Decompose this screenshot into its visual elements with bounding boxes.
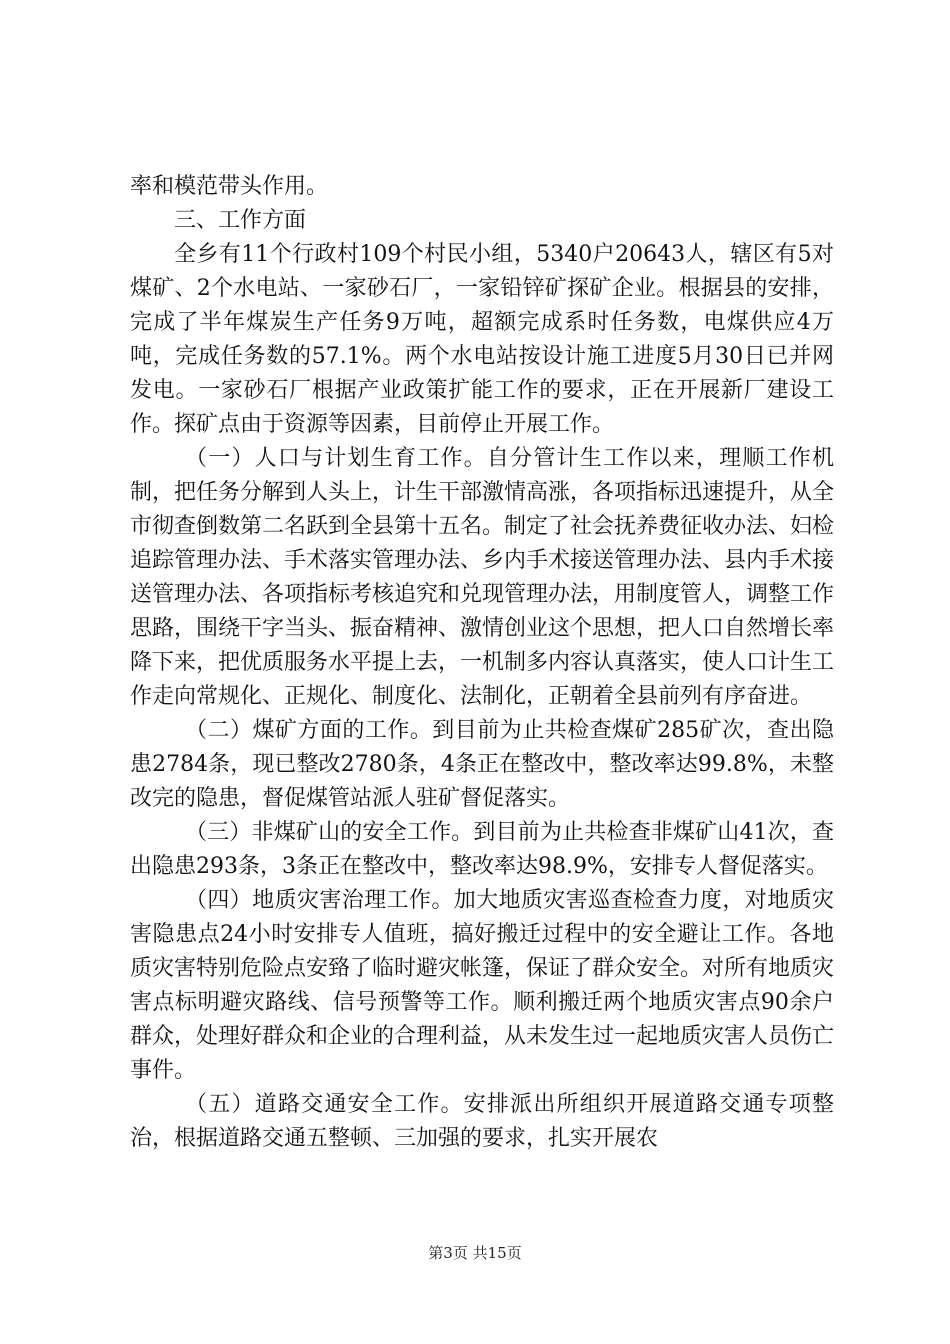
section-heading-work: 三、工作方面 xyxy=(174,208,307,233)
page-number: 第3页 共15页 xyxy=(428,1244,522,1262)
paragraph-continuation: 率和模范带头作用。 xyxy=(130,174,329,199)
paragraph-geological-hazards: （四）地质灾害治理工作。加大地质灾害巡查检查力度，对地质灾害隐患点24小时安排专人值班，搞好搬迁过程中的安全避让工作。各地质灾害特别危险点安臵了临时避灾帐篷，保证了群众安全。对所有地质灾害点标明避灾路线、信号预警等工作。顺利搬迁两个地质灾害点90余户群众，处理好群众和企业的合理利益，从未发生过一起地质灾害人员伤亡事件。 xyxy=(130,888,835,1083)
paragraph-coal-mines: （二）煤矿方面的工作。到目前为止共检查煤矿285矿次，查出隐患2784条，现已整改2780条，4条正在整改中，整改率达99.8%，未整改完的隐患，督促煤管站派人驻矿督促落实。 xyxy=(130,718,834,811)
paragraph-non-coal-mines: （三）非煤矿山的安全工作。到目前为止共检查非煤矿山41次，查出隐患293条，3条正在整改中，整改率达98.9%，安排专人督促落实。 xyxy=(130,820,834,879)
paragraph-overview: 全乡有11个行政村109个村民小组，5340户20643人，辖区有5对煤矿、2个水电站、一家砂石厂，一家铅锌矿探矿企业。根据县的安排，完成了半年煤炭生产任务9万吨，超额完成系时任务数，电煤供应4万吨，完成任务数的57.1%。两个水电站按设计施工进度5月30日已并网发电。一家砂石厂根据产业政策扩能工作的要求，正在开展新厂建设工作。探矿点由于资源等因素，目前停止开展工作。 xyxy=(130,242,834,437)
body-text xyxy=(130,170,834,1156)
page-footer xyxy=(0,1243,950,1263)
paragraph-road-traffic: （五）道路交通安全工作。安排派出所组织开展道路交通专项整治，根据道路交通五整顿、三加强的要求，扎实开展农 xyxy=(130,1092,834,1151)
paragraph-family-planning: （一）人口与计划生育工作。自分管计生工作以来，理顺工作机制，把任务分解到人头上，计生干部激情高涨，各项指标迅速提升，从全市彻查倒数第二名跃到全县第十五名。制定了社会抚养费征收办法、妇检追踪管理办法、手术落实管理办法、乡内手术接送管理办法、县内手术接送管理办法、各项指标考核追究和兑现管理办法，用制度管人，调整工作思路，围绕干字当头、振奋精神、激情创业这个思想，把人口自然增长率降下来，把优质服务水平提上去，一机制多内容认真落实，使人口计生工作走向常规化、正规化、制度化、法制化，正朝着全县前列有序奋进。 xyxy=(130,446,835,709)
